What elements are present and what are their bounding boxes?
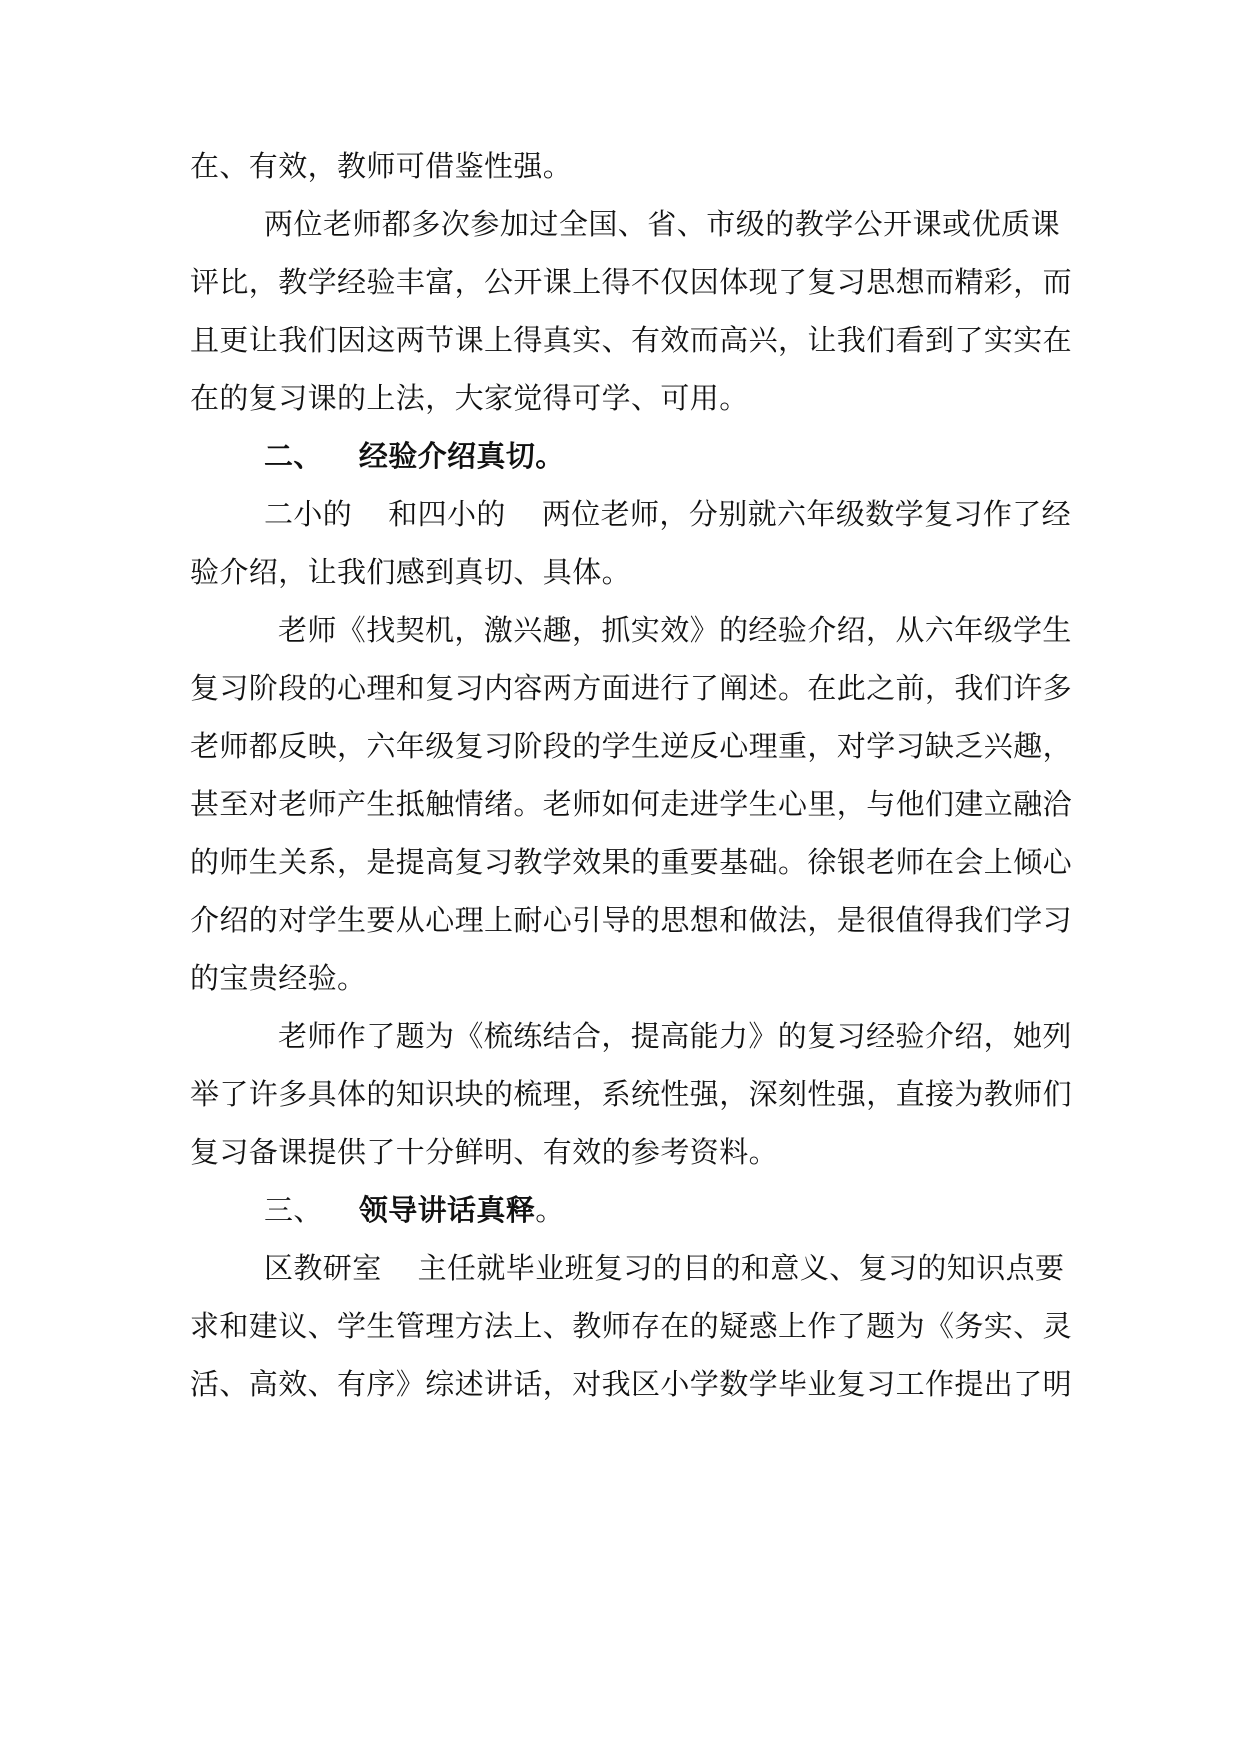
- section-title: 领导讲话真释: [358, 1193, 536, 1227]
- text-segment: 两位老师，分别就六年级数学复习作了经: [541, 497, 1072, 531]
- section-heading: [264, 1192, 1060, 1228]
- section-title-end: 。: [535, 1193, 565, 1227]
- paragraph-line: 的师生关系，是提高复习教学效果的重要基础。徐银老师在会上倾心: [190, 845, 1073, 879]
- paragraph-line: 介绍的对学生要从心理上耐心引导的思想和做法，是很值得我们学习: [190, 903, 1073, 937]
- paragraph-line: 的宝贵经验。: [190, 961, 367, 995]
- paragraph-line: 活、高效、有序》综述讲话，对我区小学数学毕业复习工作提出了明: [190, 1367, 1073, 1401]
- paragraph-line: 两位老师都多次参加过全国、省、市级的教学公开课或优质课: [264, 207, 1060, 241]
- text-segment: 二小的: [264, 497, 353, 531]
- text-segment: 主任就毕业班复习的目的和意义、复习的知识点要: [417, 1251, 1065, 1285]
- paragraph-line: 在的复习课的上法，大家觉得可学、可用。: [190, 381, 749, 415]
- text-segment: 和四小的: [388, 497, 506, 531]
- paragraph-line: 验介绍，让我们感到真切、具体。: [190, 555, 632, 589]
- section-heading: [264, 438, 1060, 474]
- paragraph-line: 且更让我们因这两节课上得真实、有效而高兴，让我们看到了实实在: [190, 323, 1073, 357]
- text-segment: 区教研室: [264, 1251, 382, 1285]
- paragraph-line: [264, 496, 1072, 532]
- paragraph-line: 在、有效，教师可借鉴性强。: [190, 149, 573, 183]
- paragraph-line: 老师《找契机，激兴趣，抓实效》的经验介绍，从六年级学生: [278, 613, 1072, 647]
- paragraph-line: 举了许多具体的知识块的梳理，系统性强，深刻性强，直接为教师们: [190, 1077, 1073, 1111]
- paragraph-line: 评比，教学经验丰富，公开课上得不仅因体现了复习思想而精彩，而: [190, 265, 1073, 299]
- paragraph-line: 老师都反映，六年级复习阶段的学生逆反心理重，对学习缺乏兴趣，: [190, 729, 1073, 763]
- section-number: 三、: [264, 1193, 323, 1227]
- paragraph-line: 甚至对老师产生抵触情绪。老师如何走进学生心里，与他们建立融洽: [190, 787, 1073, 821]
- paragraph-line: 求和建议、学生管理方法上、教师存在的疑惑上作了题为《务实、灵: [190, 1309, 1073, 1343]
- paragraph-line: [264, 1250, 1065, 1286]
- section-title: 经验介绍真切。: [358, 439, 565, 473]
- paragraph-line: 老师作了题为《梳练结合，提高能力》的复习经验介绍，她列: [278, 1019, 1072, 1053]
- section-number: 二、: [264, 439, 323, 473]
- paragraph-line: 复习备课提供了十分鲜明、有效的参考资料。: [190, 1135, 779, 1169]
- paragraph-line: 复习阶段的心理和复习内容两方面进行了阐述。在此之前，我们许多: [190, 671, 1073, 705]
